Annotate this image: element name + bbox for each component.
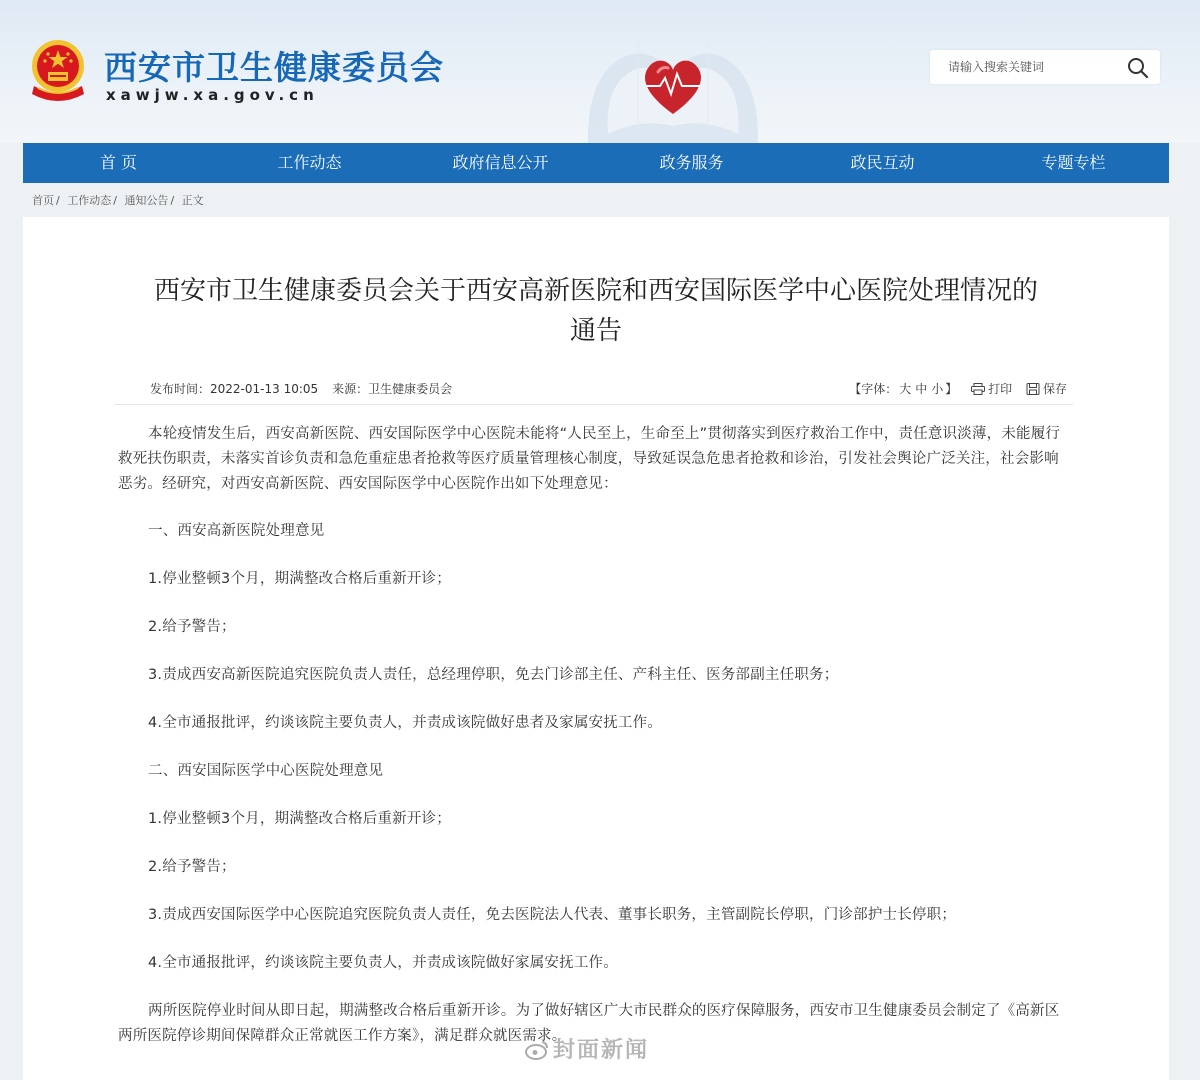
article-section-heading: 二、西安国际医学中心医院处理意见 [148, 763, 384, 779]
save-button[interactable] [1026, 380, 1067, 397]
article-paragraph: 4.全市通报批评，约谈该院主要负责人，并责成该院做好家属安抚工作。 [148, 955, 618, 971]
font-size-label: 【字体： [849, 382, 898, 396]
article-paragraph: 1.停业整顿3个月，期满整改合格后重新开诊； [148, 571, 451, 587]
article-title-line: 通告 [569, 316, 622, 346]
printer-icon [971, 383, 985, 395]
breadcrumb-separator: / [56, 194, 60, 207]
watermark-text: 封面新闻 [553, 1038, 650, 1063]
save-label: 保存 [1042, 382, 1067, 396]
article-paragraph: 两所医院停业时间从即日起，期满整改合格后重新开诊。为了做好辖区广大市民群众的医疗保障服务，西安市卫生健康委员会制定了《高新区两所医院停诊期间保障群众正常就医工作方案》，满足群众就医需求。 [118, 1003, 1060, 1044]
source-value: 卫生健康委员会 [368, 382, 453, 396]
article-meta-info [150, 380, 452, 397]
nav-item-services[interactable]: 政务服务 [659, 153, 724, 172]
article-paragraph: 2.给予警告； [148, 859, 236, 875]
article-title-line: 西安市卫生健康委员会关于西安高新医院和西安国际医学中心医院处理情况的 [153, 276, 1038, 306]
save-icon [1026, 383, 1040, 395]
article-body [118, 422, 1073, 1049]
nav-item-home[interactable]: 首 页 [99, 153, 138, 172]
site-domain: xawjw.xa.gov.cn [106, 86, 319, 104]
article-paragraph: 3.责成西安国际医学中心医院追究医院负责人责任，免去医院法人代表、董事长职务，主管副院长停职，门诊部护士长停职； [148, 907, 957, 923]
nav-item-gov-info[interactable]: 政府信息公开 [452, 153, 549, 172]
article-tools [849, 380, 1067, 397]
search-icon[interactable] [1126, 56, 1150, 80]
site-header [0, 0, 1200, 143]
nav-item-interaction[interactable]: 政民互动 [850, 153, 915, 172]
source-watermark [525, 1033, 649, 1064]
breadcrumb-separator: / [113, 194, 117, 207]
print-label: 打印 [988, 382, 1013, 396]
article-paragraph: 3.责成西安高新医院追究医院负责人责任，总经理停职，免去门诊部主任、产科主任、医务部副主任职务； [148, 667, 839, 683]
hands-heart-banner-icon [578, 22, 768, 143]
source-label: 来源： [332, 382, 369, 396]
font-size-large-button[interactable]: 大 [899, 382, 912, 396]
national-emblem-icon [24, 36, 92, 108]
article-paragraph: 4.全市通报批评，约谈该院主要负责人，并责成该院做好患者及家属安抚工作。 [148, 715, 663, 731]
article-paragraph: 1.停业整顿3个月，期满整改合格后重新开诊； [148, 811, 451, 827]
font-size-small-button[interactable]: 小 [931, 382, 944, 396]
article-meta [115, 370, 1073, 405]
breadcrumb-home[interactable]: 首页 [32, 194, 54, 207]
publish-label: 发布时间： [150, 382, 211, 396]
search-input[interactable] [930, 50, 1110, 84]
search-box [930, 50, 1160, 84]
breadcrumb-separator: / [170, 194, 175, 207]
article-paragraph: 本轮疫情发生后，西安高新医院、西安国际医学中心医院未能将“人民至上，生命至上”贯彻落实到医疗救治工作中，责任意识淡薄，未能履行救死扶伤职责，未落实首诊负责和急危重症患者抢救等医疗质量管理核心制度，导致延误急危患者抢救和诊治，引发社会舆论广泛关注，社会影响恶劣。经研究，对西安高新医院、西安国际医学中心医院作出如下处理意见： [118, 426, 1061, 492]
font-size-medium-button[interactable]: 中 [915, 382, 928, 396]
article-paragraph: 2.给予警告； [148, 619, 236, 635]
breadcrumb-work-news[interactable]: 工作动态 [67, 194, 112, 207]
print-button[interactable] [971, 380, 1012, 397]
site-title[interactable]: 西安市卫生健康委员会 [104, 48, 444, 87]
font-size-close: 】 [945, 382, 958, 396]
breadcrumb-notices[interactable]: 通知公告 [124, 194, 169, 207]
main-nav [23, 143, 1169, 183]
weibo-logo-icon [525, 1040, 549, 1060]
nav-item-work-news[interactable]: 工作动态 [277, 153, 342, 172]
article-section-heading: 一、西安高新医院处理意见 [148, 523, 325, 539]
article-panel [23, 217, 1169, 1080]
breadcrumb-current: 正文 [181, 194, 204, 207]
article-title [113, 271, 1079, 351]
breadcrumb [32, 192, 204, 208]
nav-item-topics[interactable]: 专题专栏 [1041, 153, 1106, 172]
publish-time: 2022-01-13 10:05 [210, 382, 319, 396]
